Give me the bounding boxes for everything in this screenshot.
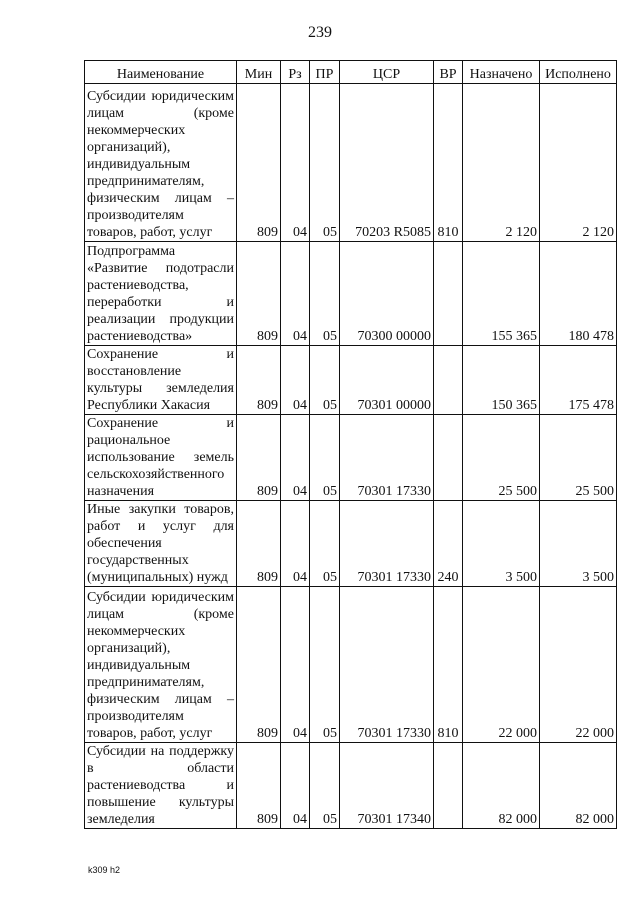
row-name: Субсидии юридическим лицам (кроме некоммерческих организаций), индивидуальным предпринимателям, физическим лицам – производителям товаров, работ, услуг [85, 84, 237, 242]
row-rz: 04 [281, 587, 310, 743]
row-name: Сохранение и рациональное использование земель сельскохозяйственного назначения [85, 415, 237, 501]
row-csr: 70301 17330 [340, 587, 434, 743]
row-assigned: 155 365 [463, 242, 540, 346]
row-assigned: 25 500 [463, 415, 540, 501]
row-vr: 810 [434, 587, 463, 743]
page-number: 239 [308, 24, 332, 41]
row-name: Субсидии на поддержку в области растениеводства и повышение культуры земледелия [85, 743, 237, 829]
row-min: 809 [237, 587, 281, 743]
row-executed: 180 478 [540, 242, 617, 346]
header-name: Наименование [85, 61, 237, 84]
row-min: 809 [237, 415, 281, 501]
row-pr: 05 [310, 743, 340, 829]
row-pr: 05 [310, 415, 340, 501]
budget-table [84, 60, 617, 829]
row-rz: 04 [281, 242, 310, 346]
header-executed: Исполнено [540, 61, 617, 84]
header-pr: ПР [310, 61, 340, 84]
table-row [85, 743, 617, 829]
header-min: Мин [237, 61, 281, 84]
header-assigned: Назначено [463, 61, 540, 84]
row-executed: 25 500 [540, 415, 617, 501]
row-executed: 175 478 [540, 346, 617, 415]
row-csr: 70301 17330 [340, 415, 434, 501]
row-vr [434, 743, 463, 829]
row-pr: 05 [310, 84, 340, 242]
row-min: 809 [237, 743, 281, 829]
row-name: Иные закупки товаров, работ и услуг для обеспечения государственных (муниципальных) нужд [85, 501, 237, 587]
row-pr: 05 [310, 501, 340, 587]
row-vr [434, 415, 463, 501]
row-rz: 04 [281, 346, 310, 415]
row-min: 809 [237, 346, 281, 415]
row-name: Субсидии юридическим лицам (кроме некоммерческих организаций), индивидуальным предпринимателям, физическим лицам – производителям товаров, работ, услуг [85, 587, 237, 743]
row-min: 809 [237, 242, 281, 346]
row-pr: 05 [310, 242, 340, 346]
row-vr: 810 [434, 84, 463, 242]
row-vr: 240 [434, 501, 463, 587]
table-row [85, 242, 617, 346]
footer-document-code: k309 h2 [88, 865, 121, 875]
table-row [85, 587, 617, 743]
row-executed: 22 000 [540, 587, 617, 743]
header-vr: ВР [434, 61, 463, 84]
row-assigned: 2 120 [463, 84, 540, 242]
row-min: 809 [237, 501, 281, 587]
row-vr [434, 242, 463, 346]
header-rz: Рз [281, 61, 310, 84]
row-assigned: 82 000 [463, 743, 540, 829]
row-executed: 82 000 [540, 743, 617, 829]
row-assigned: 3 500 [463, 501, 540, 587]
table-header-row [85, 61, 617, 84]
row-csr: 70301 17330 [340, 501, 434, 587]
table-row [85, 501, 617, 587]
row-min: 809 [237, 84, 281, 242]
row-csr: 70300 00000 [340, 242, 434, 346]
row-csr: 70301 00000 [340, 346, 434, 415]
row-pr: 05 [310, 587, 340, 743]
row-assigned: 150 365 [463, 346, 540, 415]
header-csr: ЦСР [340, 61, 434, 84]
row-executed: 2 120 [540, 84, 617, 242]
row-csr: 70203 R5085 [340, 84, 434, 242]
row-rz: 04 [281, 743, 310, 829]
row-rz: 04 [281, 84, 310, 242]
row-rz: 04 [281, 415, 310, 501]
row-csr: 70301 17340 [340, 743, 434, 829]
table-row [85, 346, 617, 415]
row-assigned: 22 000 [463, 587, 540, 743]
row-name: Подпрограмма «Развитие подотрасли растениеводства, переработки и реализации продукции растениеводства» [85, 242, 237, 346]
row-name: Сохранение и восстановление культуры земледелия Республики Хакасия [85, 346, 237, 415]
row-pr: 05 [310, 346, 340, 415]
row-vr [434, 346, 463, 415]
row-executed: 3 500 [540, 501, 617, 587]
table-row [85, 415, 617, 501]
table-row [85, 84, 617, 242]
row-rz: 04 [281, 501, 310, 587]
